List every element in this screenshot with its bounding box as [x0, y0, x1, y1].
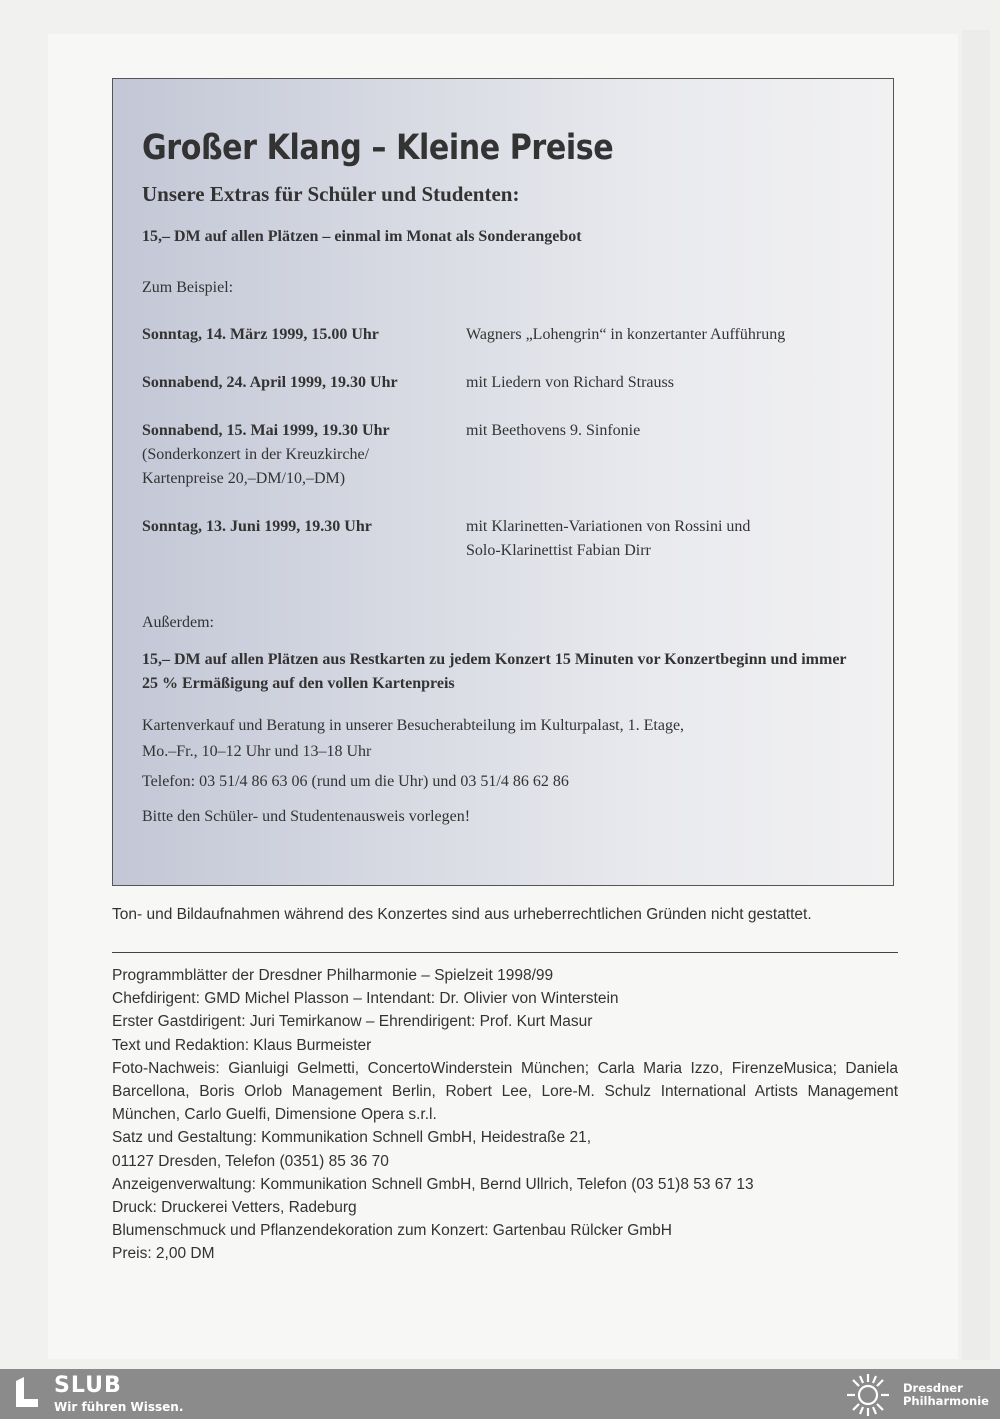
example-label: Zum Beispiel:	[142, 279, 234, 296]
imprint-line: Chefdirigent: GMD Michel Plasson – Intendant: Dr. Olivier von Winterstein	[112, 990, 619, 1008]
imprint-line: Blumenschmuck und Pflanzendekoration zum Konzert: Gartenbau Rülcker GmbH	[112, 1222, 672, 1240]
event-date: Sonnabend, 24. April 1999, 19.30 Uhr	[142, 374, 398, 391]
partner-name-line: Dresdner	[903, 1381, 963, 1395]
event-description: mit Beethovens 9. Sinfonie	[466, 422, 641, 439]
divider	[112, 952, 898, 953]
id-note: Bitte den Schüler- und Studentenausweis vorlegen!	[142, 808, 471, 825]
extra-label: Außerdem:	[142, 614, 214, 631]
viewer-footer	[0, 1369, 1000, 1419]
imprint-line: Programmblätter der Dresdner Philharmonie – Spielzeit 1998/99	[112, 967, 554, 984]
monthly-offer: 15,– DM auf allen Plätzen – einmal im Monat als Sonderangebot	[142, 228, 582, 245]
library-slogan: Wir führen Wissen.	[54, 1400, 184, 1414]
imprint-line: Erster Gastdirigent: Juri Temirkanow – Ehrendirigent: Prof. Kurt Masur	[112, 1013, 593, 1031]
slub-logo-icon	[14, 1377, 40, 1407]
library-name: SLUB	[54, 1373, 122, 1398]
imprint-line: Druck: Druckerei Vetters, Radeburg	[112, 1199, 357, 1217]
partner-name	[903, 1382, 989, 1408]
imprint-line: Anzeigenverwaltung: Kommunikation Schnell GmbH, Bernd Ullrich, Telefon (03 51)8 53 67 13	[112, 1175, 754, 1193]
event-date: Sonnabend, 15. Mai 1999, 19.30 Uhr	[142, 422, 390, 439]
partner-name-line: Philharmonie	[903, 1394, 989, 1408]
event-block	[142, 419, 442, 491]
imprint	[112, 964, 898, 1266]
recording-notice: Ton- und Bildaufnahmen während des Konzertes sind aus urheberrechtlichen Gründen nicht gestattet.	[112, 906, 812, 923]
event-description: Wagners „Lohengrin“ in konzertanter Aufführung	[466, 326, 786, 343]
imprint-price: Preis: 2,00 DM	[112, 1245, 215, 1263]
event-date: Sonntag, 13. Juni 1999, 19.30 Uhr	[142, 518, 372, 535]
imprint-line: Satz und Gestaltung: Kommunikation Schnell GmbH, Heidestraße 21,	[112, 1129, 592, 1147]
event-description: mit Liedern von Richard Strauss	[466, 374, 674, 391]
imprint-photo-credits: Foto-Nachweis: Gianluigi Gelmetti, ConcertoWinderstein München; Carla Maria Izzo, FirenzeMusica; Daniela Barcellona, Boris Orlob Management Berlin, Robert Lee, Lore-M. Schulz International Artists Management München, Carlo Guelfi, Dimensione Opera s.r.l.	[112, 1059, 898, 1124]
next-page-edge	[962, 30, 990, 1360]
imprint-line: Text und Redaktion: Klaus Burmeister	[112, 1036, 372, 1054]
philharmonie-logo-icon	[842, 1372, 894, 1418]
event-description: mit Klarinetten-Variationen von Rossini und Solo-Klarinettist Fabian Dirr	[466, 518, 751, 559]
event-note: (Sonderkonzert in der Kreuzkirche/ Kartenpreise 20,–DM/10,–DM)	[142, 446, 370, 487]
subheadline: Unsere Extras für Schüler und Studenten:	[142, 182, 520, 206]
sales-hours: Mo.–Fr., 10–12 Uhr und 13–18 Uhr	[142, 743, 372, 760]
sales-phone: Telefon: 03 51/4 86 63 06 (rund um die Uhr) und 03 51/4 86 62 86	[142, 773, 569, 790]
imprint-line: 01127 Dresden, Telefon (0351) 85 36 70	[112, 1152, 389, 1170]
sales-info: Kartenverkauf und Beratung in unserer Besucherabteilung im Kulturpalast, 1. Etage,	[142, 717, 685, 734]
restkarten-offer: 15,– DM auf allen Plätzen aus Restkarten zu jedem Konzert 15 Minuten vor Konzertbeginn und immer 25 % Ermäßigung auf den vollen Kartenpreis	[142, 651, 847, 692]
headline: Großer Klang – Kleine Preise	[142, 128, 614, 168]
event-date: Sonntag, 14. März 1999, 15.00 Uhr	[142, 326, 379, 343]
